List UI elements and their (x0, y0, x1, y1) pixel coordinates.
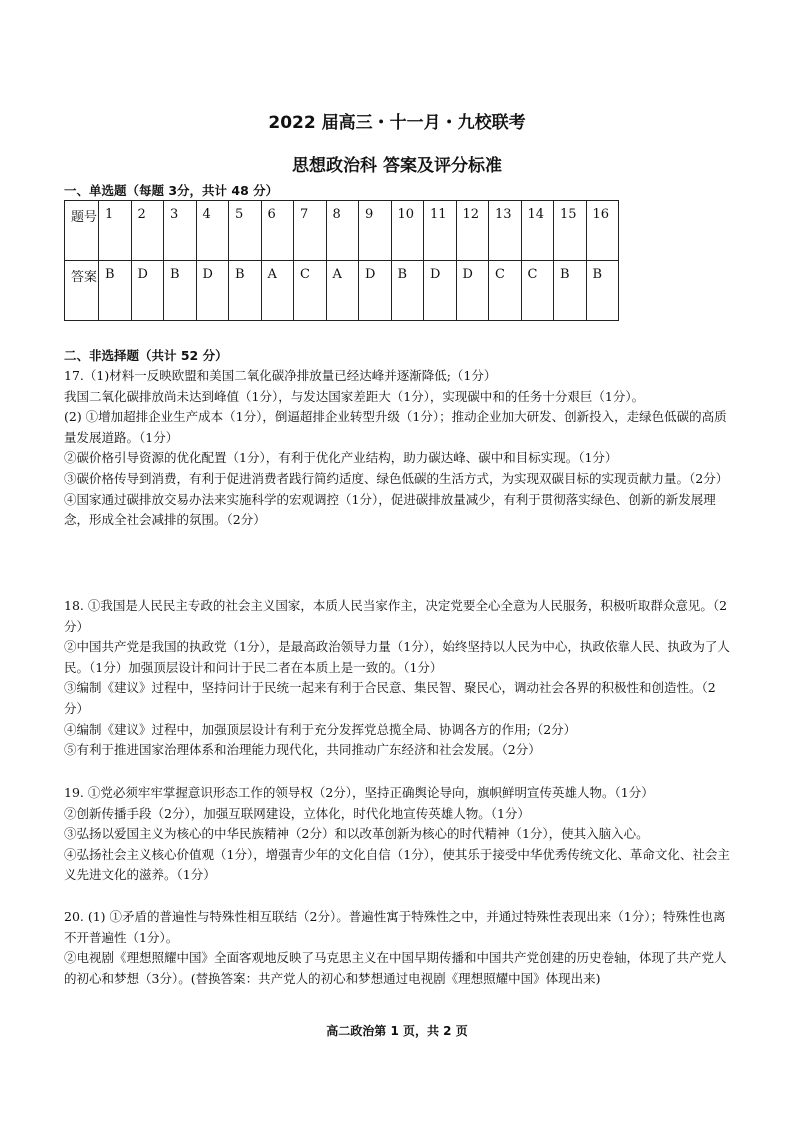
question-number-row (65, 201, 619, 261)
paragraph: ④编制《建议》过程中，加强顶层设计有利于充分发挥党总揽全局、协调各方的作用;（2分） (64, 721, 577, 737)
paragraph: ⑤有利于推进国家治理体系和治理能力现代化，共同推动广东经济和社会发展。（2分） (64, 742, 541, 758)
section-heading-non-choice: 二、非选择题（共计 52 分） (64, 348, 228, 363)
paragraph: ④弘扬社会主义核心价值观（1分），增强青少年的文化自信（1分），使其乐于接受中华优秀传统文化、革命文化、社会主义先进文化的滋养。（1分） (64, 846, 730, 883)
section-heading-single-choice: 一、单选题（每题 3分，共计 48 分） (64, 183, 279, 198)
answer-cell: B (554, 261, 587, 321)
question-number: 16 (586, 201, 619, 261)
answer-cell: D (359, 261, 392, 321)
answer-cell: D (424, 261, 457, 321)
answer-table (64, 200, 619, 321)
question-number: 15 (554, 201, 587, 261)
question-17-answer (64, 366, 734, 531)
paragraph: 我国二氧化碳排放尚未达到峰值（1分），与发达国家差距大（1分），实现碳中和的任务十分艰巨（1分）。 (64, 388, 645, 404)
question-number: 6 (261, 201, 294, 261)
answer-cell: D (456, 261, 489, 321)
answer-cell: B (99, 261, 132, 321)
paragraph: ②电视剧《理想照耀中国》全面客观地反映了马克思主义在中国早期传播和中国共产党创建的历史卷轴，体现了共产党人的初心和梦想（3分）。(替换答案：共产党人的初心和梦想通过电视剧《理想照耀中国》体现出来) (64, 950, 727, 986)
document-title: 2022 届高三・十一月・九校联考 (268, 113, 526, 133)
question-20-answer (64, 907, 734, 989)
answer-cell: C (521, 261, 554, 321)
question-number: 14 (521, 201, 554, 261)
answer-cell: A (261, 261, 294, 321)
question-number: 1 (99, 201, 132, 261)
answer-cell: A (326, 261, 359, 321)
answer-cell: D (196, 261, 229, 321)
question-number: 4 (196, 201, 229, 261)
paragraph: 19. ①党必须牢牢掌握意识形态工作的领导权（2分），坚持正确舆论导向，旗帜鲜明宣传英雄人物。（1分） (64, 785, 654, 800)
question-number: 3 (164, 201, 197, 261)
question-19-answer (64, 783, 734, 886)
paragraph: 17.（1)材料一反映欧盟和美国二氧化碳净排放量已经达峰并逐渐降低;（1分） (64, 368, 497, 383)
paragraph: ③弘扬以爱国主义为核心的中华民族精神（2分）和以改革创新为核心的时代精神（1分），使其入脑入心。 (64, 826, 649, 842)
answer-cell: C (489, 261, 522, 321)
answer-row (65, 261, 619, 321)
question-number: 13 (489, 201, 522, 261)
question-18-answer (64, 596, 734, 761)
paragraph: ③碳价格传导到消费，有利于促进消费者践行简约适度、绿色低碳的生活方式，为实现双碳目标的实现贡献力量。（2分） (64, 470, 729, 486)
answer-cell: B (229, 261, 262, 321)
document-subtitle: 思想政治科 答案及评分标准 (292, 156, 502, 176)
answer-cell: B (391, 261, 424, 321)
paragraph: ②创新传播手段（2分），加强互联网建设，立体化，时代化地宣传英雄人物。（1分） (64, 805, 530, 821)
paragraph: ③编制《建议》过程中，坚持问计于民统一起来有利于合民意、集民智、聚民心，调动社会各界的积极性和创造性。（2分） (64, 680, 716, 716)
page-footer: 高二政治第 1 页，共 2 页 (326, 1024, 468, 1038)
answer-cell: C (294, 261, 327, 321)
paragraph: (2) ①增加超排企业生产成本（1分），倒逼超排企业转型升级（1分）；推动企业加大研发、创新投入，走绿色低碳的高质量发展道路。（1分） (64, 409, 727, 445)
paragraph: 20. (1) ①矛盾的普遍性与特殊性相互联结（2分）。普遍性寓于特殊性之中，并通过特殊性表现出来（1分）；特殊性也离不开普遍性（1分）。 (64, 909, 726, 945)
question-number: 9 (359, 201, 392, 261)
paragraph: ②中国共产党是我国的执政党（1分），是最高政治领导力量（1分），始终坚持以人民为中心，执政依靠人民、执政为了人民。（1分）加强顶层设计和问计于民二者在本质上是一致的。（1分） (64, 639, 730, 675)
table-row-header: 答案 (65, 261, 99, 321)
question-number: 2 (131, 201, 164, 261)
paragraph: ②碳价格引导资源的优化配置（1分），有利于优化产业结构，助力碳达峰、碳中和目标实现。（1分） (64, 450, 618, 466)
paragraph: 18. ①我国是人民民主专政的社会主义国家，本质人民当家作主，决定党要全心全意为人民服务，积极听取群众意见。（2分） (64, 598, 728, 634)
question-number: 8 (326, 201, 359, 261)
question-number: 7 (294, 201, 327, 261)
question-number: 10 (391, 201, 424, 261)
question-number: 5 (229, 201, 262, 261)
answer-cell: B (164, 261, 197, 321)
question-number: 12 (456, 201, 489, 261)
question-number: 11 (424, 201, 457, 261)
answer-cell: D (131, 261, 164, 321)
table-row-header: 题号 (65, 201, 99, 261)
paragraph: ④国家通过碳排放交易办法来实施科学的宏观调控（1分），促进碳排放量减少，有利于贯彻落实绿色、创新的新发展理念，形成全社会减排的氛围。（2分） (64, 491, 716, 528)
answer-cell: B (586, 261, 619, 321)
